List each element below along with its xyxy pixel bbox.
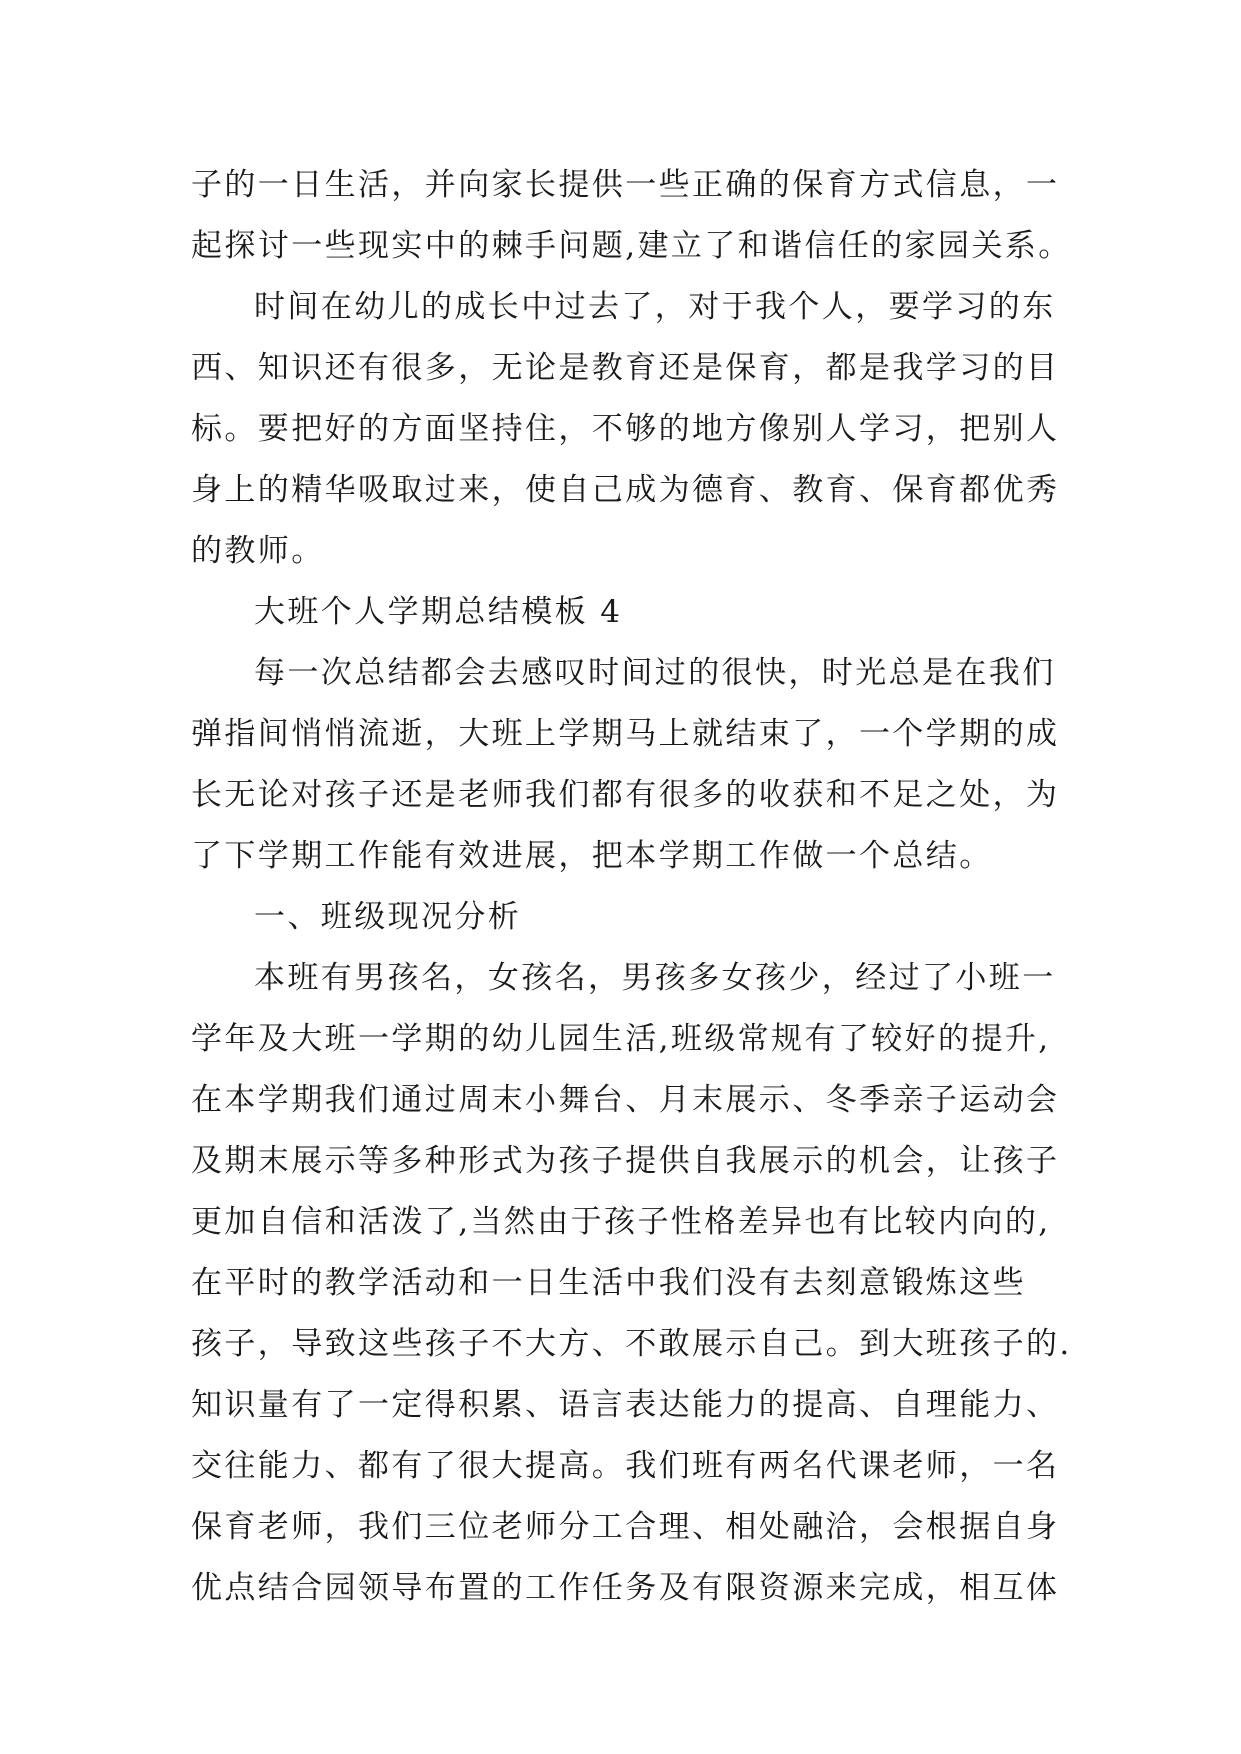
text-line: 孩子，导致这些孩子不大方、不敢展示自己。到大班孩子的. — [191, 1326, 1072, 1362]
text-line: 长无论对孩子还是老师我们都有很多的收获和不足之处，为 — [191, 777, 1060, 813]
text-line: 弹指间悄悄流逝，大班上学期马上就结束了，一个学期的成 — [191, 716, 1060, 752]
text-line: 标。要把好的方面坚持住，不够的地方像别人学习，把别人 — [191, 411, 1060, 447]
text-line: 知识量有了一定得积累、语言表达能力的提高、自理能力、 — [191, 1387, 1060, 1423]
text-line: 优点结合园领导布置的工作任务及有限资源来完成，相互体 — [191, 1570, 1060, 1606]
text-line: 了下学期工作能有效进展，把本学期工作做一个总结。 — [191, 838, 993, 874]
text-line: 在本学期我们通过周末小舞台、月末展示、冬季亲子运动会 — [191, 1082, 1060, 1118]
paragraph-first-line: 时间在幼儿的成长中过去了，对于我个人，要学习的东 — [254, 289, 1056, 325]
section-heading: 一、班级现况分析 — [254, 899, 522, 935]
paragraph-first-line: 每一次总结都会去感叹时间过的很快，时光总是在我们 — [254, 655, 1056, 691]
paragraph-first-line: 本班有男孩名，女孩名，男孩多女孩少，经过了小班一 — [254, 960, 1056, 996]
text-line: 的教师。 — [191, 533, 325, 569]
section-heading: 大班个人学期总结模板 4 — [254, 594, 623, 630]
text-line: 起探讨一些现实中的棘手问题,建立了和谐信任的家园关系。 — [191, 228, 1072, 264]
text-line: 西、知识还有很多，无论是教育还是保育，都是我学习的目 — [191, 350, 1060, 386]
text-line: 更加自信和活泼了,当然由于孩子性格差异也有比较内向的, — [191, 1204, 1051, 1240]
text-line: 在平时的教学活动和一日生活中我们没有去刻意锻炼这些 — [191, 1265, 1026, 1301]
text-line: 学年及大班一学期的幼儿园生活,班级常规有了较好的提升, — [191, 1021, 1051, 1057]
text-line: 身上的精华吸取过来，使自己成为德育、教育、保育都优秀 — [191, 472, 1060, 508]
text-line: 交往能力、都有了很大提高。我们班有两名代课老师，一名 — [191, 1448, 1060, 1484]
text-line: 保育老师，我们三位老师分工合理、相处融洽，会根据自身 — [191, 1509, 1060, 1545]
text-line: 及期末展示等多种形式为孩子提供自我展示的机会，让孩子 — [191, 1143, 1060, 1179]
text-line: 子的一日生活，并向家长提供一些正确的保育方式信息，一 — [191, 167, 1060, 203]
